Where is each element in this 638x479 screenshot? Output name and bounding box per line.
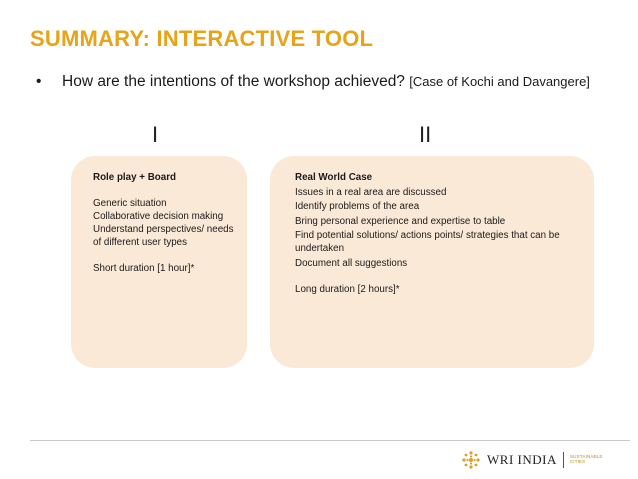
box-heading: Real World Case	[295, 172, 373, 183]
slide-title: SUMMARY: INTERACTIVE TOOL	[30, 26, 374, 51]
box-item: Generic situation	[93, 198, 167, 209]
box-item: Document all suggestions	[295, 257, 408, 269]
bullet-point	[36, 72, 606, 92]
role-play-box	[71, 156, 247, 368]
box-item: Find potential solutions/ actions points/ strategies that can be undertaken	[295, 230, 560, 254]
column-label-right: II	[419, 122, 432, 147]
box-duration: Short duration [1 hour]*	[93, 263, 195, 274]
column-label-left: I	[152, 122, 159, 147]
box-item: Issues in a real area are discussed	[295, 186, 447, 198]
box-item: Understand perspectives/ needs of different user types	[93, 224, 234, 248]
bullet-question: How are the intentions of the workshop achieved?	[62, 73, 405, 90]
bullet-text	[36, 72, 606, 92]
bullet-marker: •	[36, 73, 42, 90]
box-duration: Long duration [2 hours]*	[295, 283, 400, 295]
box-item: Identify problems of the area	[295, 201, 420, 212]
logo-tagline: SUSTAINABLE CITIES	[569, 455, 603, 465]
bullet-note: [Case of Kochi and Davangere]	[409, 74, 590, 89]
footer-divider	[30, 440, 630, 441]
box-item: Bring personal experience and expertise to table	[295, 215, 506, 227]
box-item: Collaborative decision making	[93, 211, 224, 222]
real-world-case-box	[270, 156, 594, 368]
logo-brand-text: WRI INDIA	[487, 452, 557, 467]
wri-mark-icon	[461, 450, 481, 470]
wri-india-logo	[461, 449, 610, 471]
box-heading: Role play + Board	[93, 172, 177, 183]
logo-separator	[563, 452, 564, 468]
